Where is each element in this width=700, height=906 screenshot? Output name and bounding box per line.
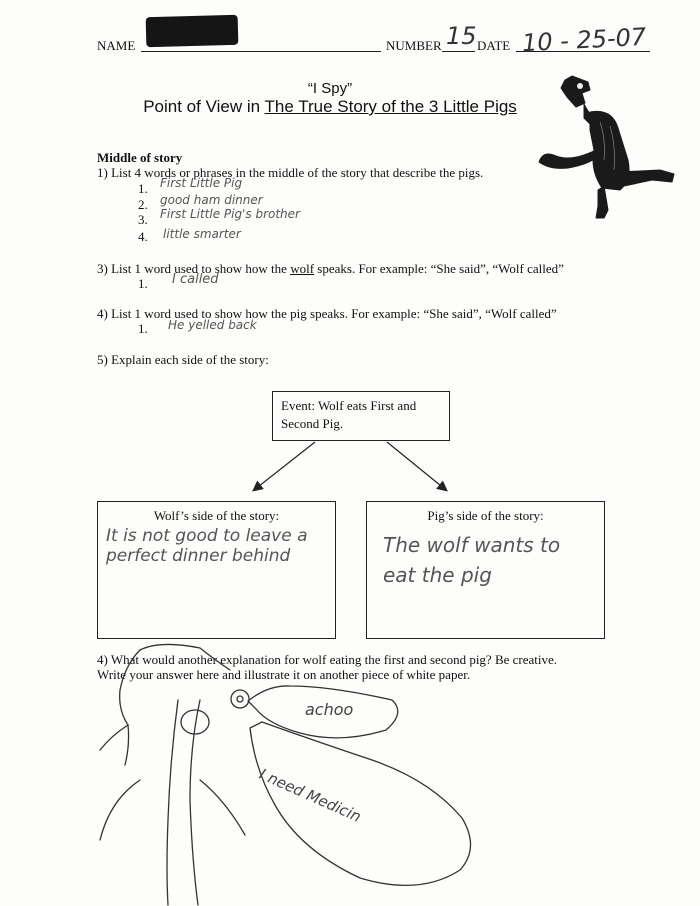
q3-answer: I called <box>172 272 219 287</box>
q3-suffix: speaks. For example: “She said”, “Wolf called” <box>314 261 564 276</box>
question-5: 5) Explain each side of the story: <box>97 352 269 367</box>
q4-answer: He yelled back <box>168 318 257 332</box>
number-value: 15 <box>446 22 477 50</box>
q1-num-3: 3. <box>138 212 148 227</box>
title-prefix: Point of View in <box>143 97 265 116</box>
question-1: 1) List 4 words or phrases in the middle of the story that describe the pigs. <box>97 165 484 180</box>
wolf-side-answer: It is not good to leave a perfect dinner behind <box>106 526 308 566</box>
event-text: Event: Wolf eats First and Second Pig. <box>281 398 417 431</box>
number-line <box>442 50 475 52</box>
title-line1: “I Spy” <box>307 80 353 97</box>
pig-side-box <box>366 501 605 639</box>
date-value: 10 - 25-07 <box>521 22 647 58</box>
section-heading: Middle of story <box>97 150 183 165</box>
book-title: The True Story of the 3 Little Pigs <box>264 97 517 116</box>
drawing-bubble-1: achoo <box>305 700 354 719</box>
q1-answer-1: First Little Pig <box>160 176 243 190</box>
last-question-line2: Write your answer here and illustrate it on another piece of white paper. <box>97 667 471 682</box>
pig-side-label: Pig’s side of the story: <box>427 508 544 523</box>
q1-num-4: 4. <box>138 229 148 244</box>
q1-answer-2: good ham dinner <box>160 193 263 207</box>
q1-num-2: 2. <box>138 197 148 212</box>
wolf-side-label: Wolf’s side of the story: <box>153 508 280 523</box>
wolf-side-box <box>97 501 336 639</box>
question-3 <box>97 261 564 277</box>
drawing-bubble-2: I need Medicin <box>256 765 364 826</box>
q1-num-1: 1. <box>138 181 148 196</box>
redacted-name <box>146 15 239 47</box>
name-label: NAME <box>97 38 136 53</box>
event-box <box>272 391 450 441</box>
q1-answer-3: First Little Pig's brother <box>160 207 300 221</box>
name-line <box>141 50 381 52</box>
q4-num: 1. <box>138 321 148 336</box>
question-4: 4) List 1 word used to show how the pig speaks. For example: “She said”, “Wolf called” <box>97 306 557 321</box>
pig-side-answer: The wolf wants to eat the pig <box>383 533 561 587</box>
q1-answer-4: little smarter <box>163 227 241 241</box>
q3-prefix: 3) List 1 word used to show how the <box>97 261 291 276</box>
last-question-line1: 4) What would another explanation for wolf eating the first and second pig? Be creative. <box>97 652 558 667</box>
q3-wolf: wolf <box>290 261 315 276</box>
page-title <box>0 97 660 117</box>
number-label: NUMBER <box>386 38 442 53</box>
date-label: DATE <box>477 38 511 53</box>
q3-num: 1. <box>138 276 148 291</box>
